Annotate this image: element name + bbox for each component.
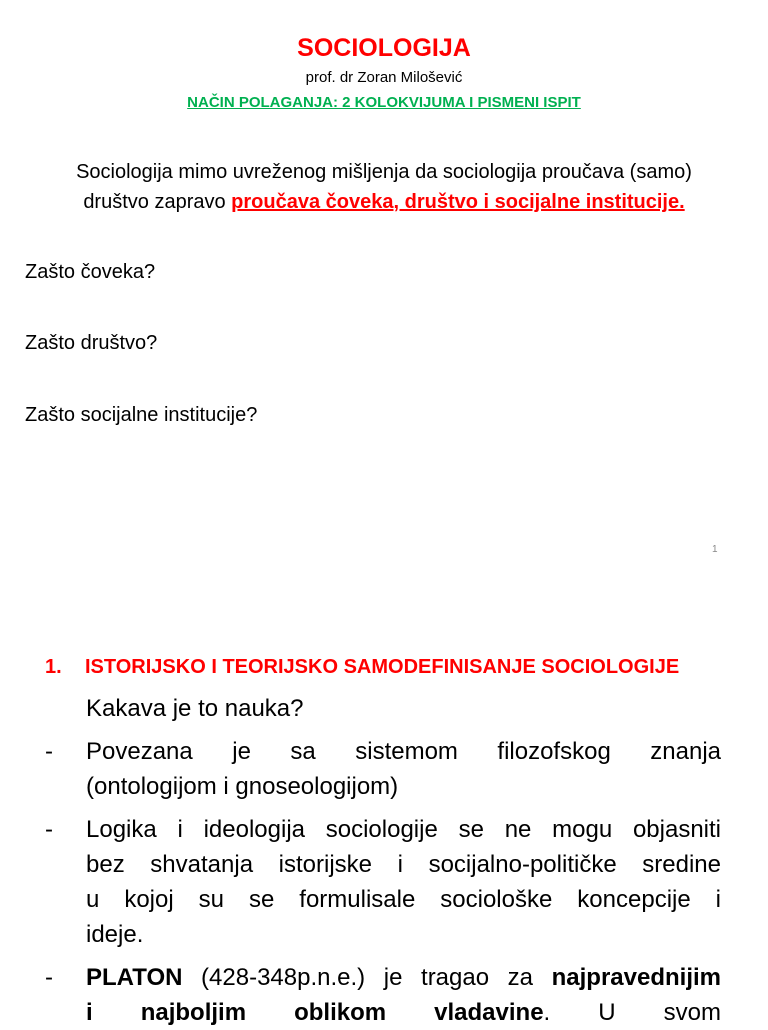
bullet-dash: - [45, 738, 53, 765]
intro-paragraph [20, 157, 748, 217]
section-subtitle: Kakava je to nauka? [86, 695, 304, 722]
bullet-1-line-2: (ontologijom i gnoseologijom) [86, 773, 399, 800]
bullet-2-line-2: bez shvatanja istorijske i socijalno-političke sredine [86, 851, 721, 878]
bullet-3-line-2 [86, 995, 721, 1030]
bullet-2-line-4: ideje. [86, 921, 144, 948]
exam-info: NAČIN POLAGANJA: 2 KOLOKVIJUMA I PISMENI ISPIT [187, 94, 581, 111]
page-number: 1 [712, 544, 718, 555]
bullet-dash: - [45, 964, 53, 991]
intro-line-1: Sociologija mimo uvreženog mišljenja da sociologija proučava (samo) [76, 161, 692, 183]
bullet-3-bold-1: najpravednijim [551, 964, 721, 991]
bullet-dash: - [45, 816, 53, 843]
heading-number: 1. [45, 656, 62, 678]
question-why-man: Zašto čoveka? [25, 261, 156, 283]
slide-title: SOCIOLOGIJA [297, 34, 471, 62]
heading-text: ISTORIJSKO I TEORIJSKO SAMODEFINISANJE SOCIOLOGIJE [85, 656, 680, 678]
intro-line-2-prefix: društvo zapravo [83, 191, 232, 213]
platon-name: PLATON [86, 964, 183, 991]
author-name: prof. dr Zoran Milošević [305, 69, 463, 86]
section-heading [45, 656, 679, 679]
intro-highlight: proučava čoveka, društvo i socijalne institucije. [231, 191, 685, 213]
bullet-1-line-1: Povezana je sa sistemom filozofskog znanja [86, 738, 721, 765]
bullet-3-line-1 [86, 960, 721, 995]
bullet-2-line-3: u kojoj su se formulisale sociološke koncepcije i [86, 886, 721, 913]
bullet-3-text-1: (428-348p.n.e.) je tragao za [182, 964, 552, 991]
question-why-institutions: Zašto socijalne institucije? [25, 404, 258, 426]
bullet-2-line-1: Logika i ideologija sociologije se ne mogu objasniti [86, 816, 721, 843]
bullet-3-bold-2: i najboljim oblikom vladavine [86, 999, 544, 1026]
bullet-3-text-2: . U svom [543, 999, 721, 1026]
question-why-society: Zašto društvo? [25, 332, 158, 354]
